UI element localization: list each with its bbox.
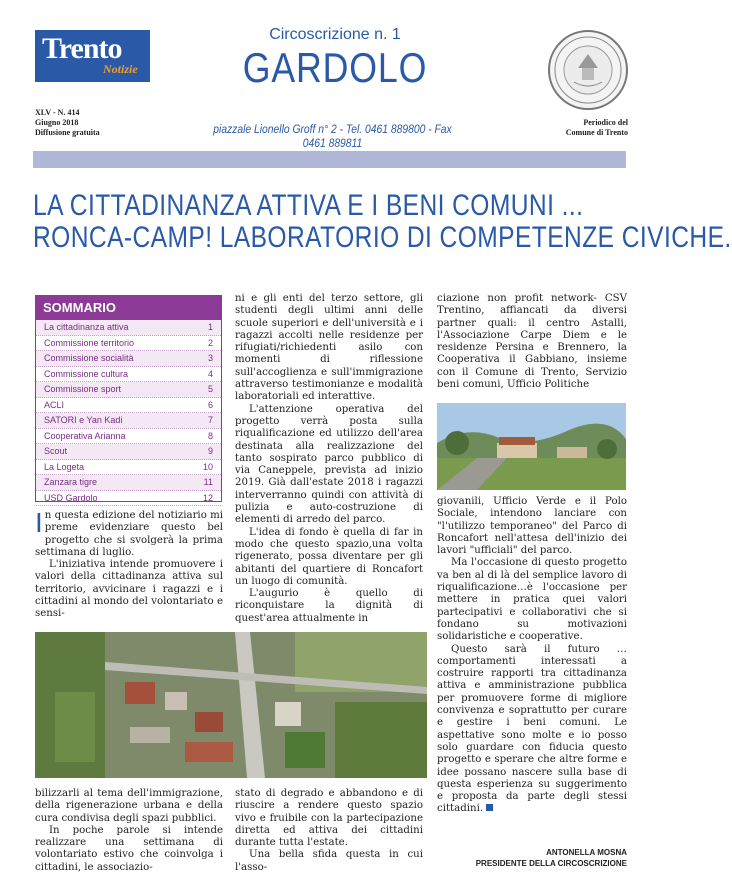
toc-item-label: Commissione territorio (44, 337, 135, 348)
paragraph: Una bella sfida questa in cui l'asso- (235, 849, 423, 873)
paragraph: L'idea di fondo è quella di far in modo che questo spazio,una volta rigenerato, possa diventare per gli abitanti del quartiere di Roncafort un luogo di comunità. (235, 526, 423, 587)
toc-item (36, 367, 221, 383)
periodical-line-1: Periodico del (583, 118, 628, 127)
aerial-photo (35, 632, 427, 778)
masthead-subtitle: Circoscrizione n. 1 (269, 26, 401, 43)
issue-date: Giugno 2018 (35, 118, 79, 127)
article-column-4 (437, 496, 627, 816)
toc-item-label: Commissione sport (44, 384, 122, 395)
issue-distribution: Diffusione gratuita (35, 128, 100, 137)
toc-item-label: SATORI e Yan Kadi (44, 415, 123, 426)
toc-item-page: 9 (207, 446, 213, 457)
toc-item-page: 4 (207, 368, 213, 379)
toc-item-page: 12 (202, 492, 213, 503)
toc-item-page: 11 (203, 477, 213, 488)
paragraph: ciazione non profit network- CSV Trentino, affiancati da diversi partner quali: il centro Astalli, l'Associazione Carpe Diem e le residenze Persina e Brennero, la Cooperativa il Gabbiano, insieme con il Comune di Trento, Servizio beni comuni, Ufficio Politiche (437, 293, 627, 391)
toc-item (36, 398, 221, 414)
park-photo (437, 403, 626, 490)
toc-item-page: 2 (207, 337, 213, 348)
paragraph (437, 644, 627, 816)
toc-item-page: 3 (207, 353, 213, 364)
issue-info (35, 108, 100, 138)
toc-item-label: Scout (44, 446, 68, 457)
periodical-line-2: Comune di Trento (565, 128, 628, 137)
paragraph: L'iniziativa intende promuovere i valori della cittadinanza attiva sul territorio, avvicinare i ragazzi e i cittadini al mondo del volontariato e sensi- (35, 559, 223, 620)
issue-number: XLV - N. 414 (35, 108, 80, 117)
paragraph: n questa edizione del notiziario mi preme evidenziare questo bel progetto che si svolgerà la prima settimana di luglio. (35, 510, 223, 558)
article-column-1 (35, 507, 223, 621)
toc-item (36, 460, 221, 476)
toc-item-label: Cooperativa Arianna (44, 430, 126, 441)
headline-line-1: LA CITTADINANZA ATTIVA E I BENI COMUNI ... (33, 189, 584, 222)
article-bottom-column-1 (35, 788, 223, 874)
toc-item-page: 7 (207, 415, 213, 426)
author-signature (437, 847, 627, 869)
periodical-note (540, 118, 628, 138)
header-divider-bar (33, 151, 626, 168)
paragraph: Ma l'occasione di questo progetto va ben al di là del semplice lavoro di riqualificazione…è l'occasione per mettere in pratica quei valori partecipativi e collaborativi che si fondano su motivazioni solidaristiche e cooperative. (437, 557, 627, 643)
paragraph: bilizzarli al tema dell'immigrazione, della rigenerazione urbana e della cura condivisa degli spazi pubblici. (35, 788, 223, 824)
toc-item (36, 351, 221, 367)
table-of-contents (35, 295, 222, 502)
paragraph: L'augurio è quello di riconquistare la dignità di quest'area attualmente in (235, 588, 423, 624)
author-name: ANTONELLA MOSNA (546, 848, 627, 857)
toc-item-page: 5 (207, 384, 213, 395)
end-mark-icon (486, 804, 493, 811)
logo-sub-text: Notizie (103, 62, 138, 76)
toc-item-label: Commissione cultura (44, 368, 129, 379)
toc-item-label: Zanzara tigre (44, 477, 98, 488)
toc-item-label: USD Gardolo (44, 492, 98, 503)
toc-item (36, 382, 221, 398)
masthead-address: piazzale Lionello Groff n° 2 - Tel. 0461 889800 - Fax 0461 889811 (213, 122, 452, 150)
toc-item (36, 475, 221, 491)
toc-item-label: La cittadinanza attiva (44, 322, 129, 333)
toc-item-label: Commissione socialità (44, 353, 134, 364)
toc-title: SOMMARIO (36, 296, 221, 320)
logo-main-text: Trento (42, 32, 122, 65)
article-column-3 (437, 293, 627, 391)
paragraph: In poche parole si intende realizzare una settimana di volontariato estivo che coinvolga i cittadini, le associazio- (35, 824, 223, 873)
paragraph: L'attenzione operativa del progetto verrà posta sulla riqualificazione ed utilizzo dell'area destinata alla realizzazione del tanto sospirato parco pubblico di via Caneppele, prevista ad inizio 2019. Già dall'estate 2018 i ragazzi interverranno quindi con attività di pulizia e auto-costruzione di elementi di arredo del parco. (235, 403, 423, 526)
trento-notizie-logo (35, 30, 150, 82)
toc-item (36, 491, 221, 507)
paragraph: giovanili, Ufficio Verde e il Polo Sociale, intendono lanciare con "l'utilizzo temporaneo" del Parco di Roncafort nell'attesa dell'inizio dei lavori "ufficiali" del parco. (437, 496, 627, 557)
toc-item-label: ACLI (44, 399, 65, 410)
paragraph: stato di degrado e abbandono e di riuscire a rendere questo spazio vivo e fruibile con la partecipazione diretta ed attiva dei cittadini durante tutta l'estate. (235, 788, 423, 849)
toc-item-page: 1 (207, 322, 213, 333)
gardolo-seal-icon (548, 30, 628, 110)
toc-item (36, 413, 221, 429)
toc-item-page: 10 (202, 461, 213, 472)
masthead-title: GARDOLO (242, 44, 428, 91)
toc-item-page: 6 (207, 399, 213, 410)
toc-item (36, 429, 221, 445)
toc-item (36, 336, 221, 352)
paragraph-text: Questo sarà il futuro … comportamenti interessati a costruire rapporti tra cittadinanza attiva e amministrazione pubblica per promuovere forme di migliore convivenza e soprattutto per curare e gestire i beni comuni. Le aspettative sono molte e io posso solo guardare con fiducia questo progetto e sperare che altre forme e idee possano nascere sulla base di questa esperienza su suggerimento e proposta da parte degli stessi cittadini. (437, 643, 627, 815)
author-role: PRESIDENTE DELLA CIRCOSCRIZIONE (475, 859, 627, 868)
toc-item-page: 8 (207, 430, 213, 441)
article-bottom-column-2 (235, 788, 423, 874)
toc-item-label: La Logeta (44, 461, 85, 472)
paragraph: ni e gli enti del terzo settore, gli studenti degli ultimi anni delle scuole superiori e dell'università e i ragazzi accolti nelle residenze per rifugiati/richiedenti asilo con momenti di riflessione sull'accoglienza e sull'immigrazione attraverso testimonianze e modalità laboratoriali ed interattive. (235, 293, 423, 403)
headline-line-2: RONCA-CAMP! LABORATORIO DI COMPETENZE CIVICHE. (33, 221, 732, 254)
main-headline (33, 189, 732, 254)
toc-item (36, 320, 221, 336)
article-column-2 (235, 293, 423, 625)
toc-item (36, 444, 221, 460)
drop-cap: I (35, 507, 43, 538)
